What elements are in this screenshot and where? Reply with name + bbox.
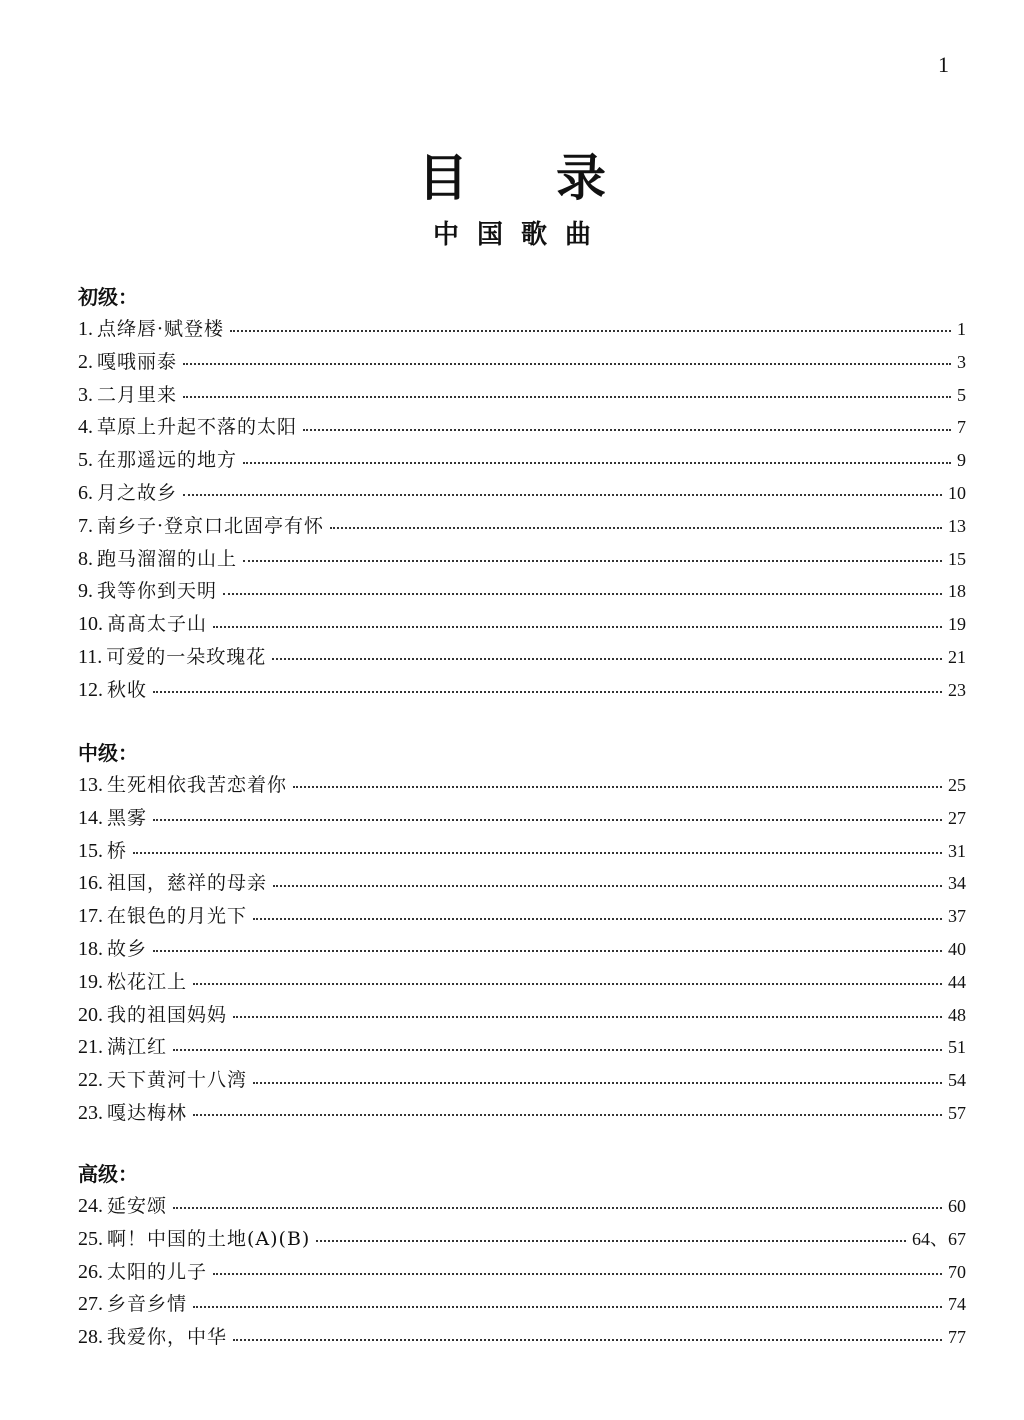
section-heading: 高级： bbox=[78, 1162, 138, 1186]
entry-page-number: 25 bbox=[948, 775, 966, 795]
entry-number: 20. bbox=[78, 1003, 103, 1026]
entry-title: 可爱的一朵玫瑰花 bbox=[106, 645, 267, 668]
entry-number: 19. bbox=[78, 970, 103, 993]
entry-title: 太阳的儿子 bbox=[107, 1260, 208, 1283]
dot-leader bbox=[233, 1339, 942, 1341]
toc-entry[interactable] bbox=[78, 1097, 966, 1130]
entry-page-number: 57 bbox=[948, 1102, 966, 1123]
entry-title: 在那遥远的地方 bbox=[97, 449, 238, 472]
dot-leader bbox=[243, 462, 951, 464]
entry-page-number: 9 bbox=[957, 450, 966, 471]
toc-entry[interactable] bbox=[78, 608, 966, 641]
toc-entry[interactable] bbox=[78, 933, 966, 966]
toc-entry[interactable] bbox=[78, 510, 966, 543]
dot-leader bbox=[213, 626, 942, 628]
entry-page-number: 23 bbox=[948, 679, 966, 700]
entry-page-number: 44 bbox=[948, 971, 966, 992]
entry-title: 跑马溜溜的山上 bbox=[97, 547, 238, 570]
entry-number: 26. bbox=[78, 1260, 103, 1283]
dot-leader bbox=[253, 1082, 942, 1084]
page-subtitle: 中国歌曲 bbox=[432, 220, 609, 250]
entry-page-number: 54 bbox=[948, 1070, 966, 1091]
dot-leader bbox=[133, 852, 942, 854]
entry-number: 14. bbox=[78, 806, 103, 829]
toc-entry[interactable] bbox=[78, 411, 966, 444]
toc-entry[interactable] bbox=[78, 543, 966, 576]
toc-entry[interactable] bbox=[78, 867, 966, 900]
toc-entry[interactable] bbox=[78, 575, 966, 608]
entry-title: 我的祖国妈妈 bbox=[107, 1003, 228, 1026]
dot-leader bbox=[213, 1273, 942, 1275]
entry-title: 我等你到天明 bbox=[97, 580, 218, 603]
entry-title: 松花江上 bbox=[107, 970, 188, 993]
entry-number: 21. bbox=[78, 1036, 103, 1059]
toc-entry[interactable] bbox=[78, 444, 966, 477]
entry-number: 13. bbox=[78, 774, 103, 796]
toc-entry[interactable] bbox=[78, 900, 966, 933]
entry-title: 桥 bbox=[107, 839, 128, 862]
dot-leader bbox=[303, 429, 951, 431]
entry-title: 祖国，慈祥的母亲 bbox=[107, 872, 268, 895]
dot-leader bbox=[273, 885, 942, 887]
toc-entry[interactable] bbox=[78, 477, 966, 510]
dot-leader bbox=[183, 494, 942, 496]
toc-entry[interactable] bbox=[78, 313, 966, 346]
toc-entry[interactable] bbox=[78, 1321, 966, 1354]
entry-page-number: 13 bbox=[948, 515, 966, 536]
entry-page-number: 70 bbox=[948, 1261, 966, 1282]
entry-page-number: 37 bbox=[948, 906, 966, 927]
entry-title: 嘎达梅林 bbox=[107, 1101, 188, 1124]
toc-entry[interactable] bbox=[78, 346, 966, 379]
entry-title: 点绛唇·赋登楼 bbox=[97, 318, 225, 340]
entry-page-number: 34 bbox=[948, 873, 966, 894]
page-title: 目录 bbox=[418, 149, 694, 207]
toc-entry[interactable] bbox=[78, 1256, 966, 1289]
entry-page-number: 21 bbox=[948, 646, 966, 667]
entry-title: 嘎哦丽泰 bbox=[97, 350, 178, 373]
dot-leader bbox=[173, 1207, 942, 1209]
toc-entry[interactable] bbox=[78, 769, 966, 802]
entry-number: 8. bbox=[78, 547, 93, 570]
dot-leader bbox=[193, 1306, 942, 1308]
entry-title: 故乡 bbox=[107, 937, 148, 960]
entry-page-number: 31 bbox=[948, 840, 966, 861]
toc-entry[interactable] bbox=[78, 1190, 966, 1223]
entry-page-number: 7 bbox=[957, 417, 966, 438]
entry-number: 17. bbox=[78, 905, 103, 928]
entry-page-number: 18 bbox=[948, 581, 966, 602]
entry-page-number: 77 bbox=[948, 1327, 966, 1348]
entry-page-number: 1 bbox=[957, 319, 966, 339]
page-number: 1 bbox=[938, 52, 949, 77]
entry-title: 月之故乡 bbox=[97, 481, 178, 504]
entry-page-number: 27 bbox=[948, 807, 966, 828]
dot-leader bbox=[183, 363, 951, 365]
entry-number: 3. bbox=[78, 383, 93, 406]
entry-number: 9. bbox=[78, 580, 93, 603]
dot-leader bbox=[153, 691, 942, 693]
entry-number: 23. bbox=[78, 1101, 103, 1124]
dot-leader bbox=[243, 560, 942, 562]
dot-leader bbox=[330, 527, 942, 529]
dot-leader bbox=[230, 330, 951, 332]
entry-title: 天下黄河十八湾 bbox=[107, 1069, 248, 1092]
dot-leader bbox=[223, 593, 942, 595]
entry-title: 草原上升起不落的太阳 bbox=[97, 416, 298, 439]
toc-entry[interactable] bbox=[78, 966, 966, 999]
entry-page-number: 48 bbox=[948, 1004, 966, 1025]
entry-number: 27. bbox=[78, 1293, 103, 1316]
entry-title: 南乡子·登京口北固亭有怀 bbox=[97, 514, 325, 537]
toc-entry[interactable] bbox=[78, 1031, 966, 1064]
entry-number: 28. bbox=[78, 1326, 103, 1349]
entry-number: 10. bbox=[78, 613, 103, 636]
dot-leader bbox=[233, 1016, 942, 1018]
toc-entry[interactable] bbox=[78, 1064, 966, 1097]
entry-number: 15. bbox=[78, 839, 103, 862]
entry-page-number: 10 bbox=[948, 482, 966, 503]
dot-leader bbox=[153, 819, 942, 821]
entry-title: 我爱你，中华 bbox=[107, 1326, 228, 1349]
toc-entry[interactable] bbox=[78, 641, 966, 674]
entry-number: 18. bbox=[78, 937, 103, 960]
dot-leader bbox=[193, 1114, 942, 1116]
entry-page-number: 40 bbox=[948, 938, 966, 959]
entry-number: 4. bbox=[78, 416, 93, 439]
entry-number: 1. bbox=[78, 318, 93, 340]
dot-leader bbox=[193, 983, 942, 985]
entry-page-number: 15 bbox=[948, 548, 966, 569]
entry-title: 二月里来 bbox=[97, 383, 178, 406]
section-heading: 初级： bbox=[78, 285, 138, 309]
dot-leader bbox=[272, 658, 942, 660]
toc-entry[interactable] bbox=[78, 1223, 966, 1256]
section-advanced bbox=[78, 1158, 966, 1354]
toc-entry[interactable] bbox=[78, 835, 966, 868]
dot-leader bbox=[316, 1240, 906, 1242]
entry-title: 髙髙太子山 bbox=[107, 613, 208, 636]
toc-entry[interactable] bbox=[78, 802, 966, 835]
entry-number: 11. bbox=[78, 645, 103, 668]
entry-number: 16. bbox=[78, 872, 103, 895]
entry-title: 满江红 bbox=[107, 1036, 168, 1059]
entry-number: 22. bbox=[78, 1069, 103, 1092]
section-beginner bbox=[78, 281, 966, 707]
entry-page-number: 19 bbox=[948, 614, 966, 635]
entry-number: 7. bbox=[78, 514, 93, 537]
entry-page-number: 60 bbox=[948, 1196, 966, 1216]
dot-leader bbox=[183, 396, 951, 398]
section-heading: 中级： bbox=[78, 741, 138, 765]
entry-number: 6. bbox=[78, 481, 93, 504]
entry-title: 生死相依我苦恋着你 bbox=[107, 774, 288, 796]
entry-number: 24. bbox=[78, 1195, 103, 1217]
entry-title: 黑雾 bbox=[107, 806, 148, 829]
toc-entry[interactable] bbox=[78, 999, 966, 1032]
entry-page-number: 51 bbox=[948, 1037, 966, 1058]
entry-title: 在银色的月光下 bbox=[107, 905, 248, 928]
dot-leader bbox=[153, 950, 942, 952]
entry-number: 2. bbox=[78, 350, 93, 373]
toc-entry[interactable] bbox=[78, 674, 966, 707]
dot-leader bbox=[253, 918, 942, 920]
toc-entry[interactable] bbox=[78, 379, 966, 412]
entry-title: 延安颂 bbox=[107, 1195, 168, 1217]
entry-page-number: 3 bbox=[957, 351, 966, 372]
entry-number: 5. bbox=[78, 449, 93, 472]
entry-page-number: 64、67 bbox=[912, 1228, 966, 1249]
entry-title: 秋收 bbox=[107, 678, 148, 701]
entry-number: 25. bbox=[78, 1227, 103, 1250]
entry-page-number: 74 bbox=[948, 1294, 966, 1315]
entry-page-number: 5 bbox=[957, 384, 966, 405]
toc-entry[interactable] bbox=[78, 1288, 966, 1321]
entry-number: 12. bbox=[78, 678, 103, 701]
dot-leader bbox=[293, 786, 942, 788]
dot-leader bbox=[173, 1049, 942, 1051]
section-intermediate bbox=[78, 737, 966, 1130]
entry-title: 乡音乡情 bbox=[107, 1293, 188, 1316]
entry-title: 啊！中国的土地(A)(B) bbox=[107, 1227, 311, 1250]
